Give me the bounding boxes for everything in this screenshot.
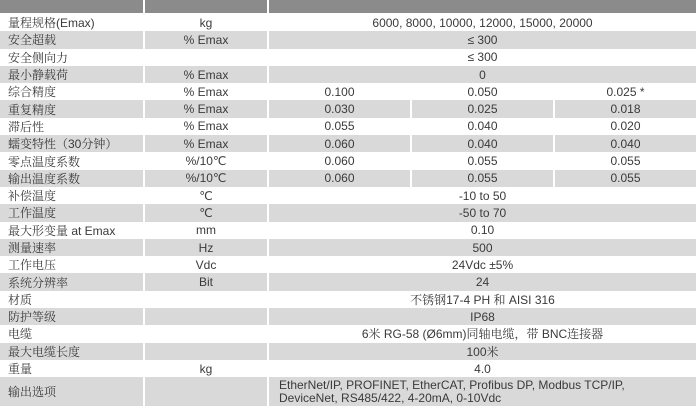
spec-value-cell: -10 to 50 bbox=[267, 187, 696, 204]
table-row bbox=[0, 135, 696, 152]
spec-label-cell: 系统分辨率 bbox=[0, 273, 143, 290]
spec-label-cell: 量程规格(Emax) bbox=[0, 14, 143, 31]
spec-value-cell: 0.055 bbox=[553, 152, 696, 169]
spec-label-cell: 综合精度 bbox=[0, 83, 143, 100]
spec-label-cell: 输出选项 bbox=[0, 377, 143, 406]
spec-unit-cell bbox=[143, 49, 267, 66]
table-row bbox=[0, 187, 696, 204]
spec-value-cell: 0.060 bbox=[267, 152, 410, 169]
table-body bbox=[0, 14, 696, 406]
spec-value-cell: 0.060 bbox=[267, 135, 410, 152]
table-row bbox=[0, 100, 696, 117]
spec-value-cell: ≤ 300 bbox=[267, 49, 696, 66]
table-row bbox=[0, 170, 696, 187]
spec-unit-cell: mm bbox=[143, 222, 267, 239]
spec-unit-cell bbox=[143, 377, 267, 406]
spec-value-cell: 0.040 bbox=[410, 135, 553, 152]
header-label-cell bbox=[0, 0, 143, 13]
header-unit-cell bbox=[143, 0, 267, 13]
spec-unit-cell: kg bbox=[143, 14, 267, 31]
spec-value-cell: 0.055 bbox=[410, 152, 553, 169]
spec-unit-cell: %/10℃ bbox=[143, 170, 267, 187]
spec-label-cell: 测量速率 bbox=[0, 239, 143, 256]
table-row bbox=[0, 31, 696, 48]
table-row bbox=[0, 66, 696, 83]
table-row bbox=[0, 291, 696, 308]
spec-value-cell: 500 bbox=[267, 239, 696, 256]
spec-value-cell: 不锈钢17-4 PH 和 AISI 316 bbox=[267, 291, 696, 308]
spec-value-cell: -50 to 70 bbox=[267, 204, 696, 221]
spec-label-cell: 安全超载 bbox=[0, 31, 143, 48]
spec-value-cell: 0.060 bbox=[267, 170, 410, 187]
spec-value-cell: 0.040 bbox=[410, 118, 553, 135]
spec-value-cell: 0.020 bbox=[553, 118, 696, 135]
spec-label-cell: 防护等级 bbox=[0, 308, 143, 325]
spec-label-cell: 重复精度 bbox=[0, 100, 143, 117]
spec-value-cell: 0.025 bbox=[410, 100, 553, 117]
header-values-cell bbox=[267, 0, 696, 13]
table-row bbox=[0, 325, 696, 342]
spec-label-cell: 最大形变量 at Emax bbox=[0, 222, 143, 239]
spec-label-cell: 最大电缆长度 bbox=[0, 343, 143, 360]
spec-unit-cell: % Emax bbox=[143, 118, 267, 135]
spec-unit-cell bbox=[143, 308, 267, 325]
spec-unit-cell: % Emax bbox=[143, 31, 267, 48]
spec-label-cell: 工作电压 bbox=[0, 256, 143, 273]
spec-value-cell: 0 bbox=[267, 66, 696, 83]
spec-value-cell: 0.100 bbox=[267, 83, 410, 100]
spec-unit-cell: % Emax bbox=[143, 100, 267, 117]
spec-unit-cell: % Emax bbox=[143, 83, 267, 100]
spec-label-cell: 蠕变特性（30分钟） bbox=[0, 135, 143, 152]
spec-unit-cell: % Emax bbox=[143, 66, 267, 83]
table-row bbox=[0, 360, 696, 377]
spec-unit-cell: ℃ bbox=[143, 204, 267, 221]
spec-value-cell: 0.018 bbox=[553, 100, 696, 117]
spec-label-cell: 电缆 bbox=[0, 325, 143, 342]
spec-unit-cell bbox=[143, 291, 267, 308]
spec-value-cell: IP68 bbox=[267, 308, 696, 325]
spec-value-cell: 24 bbox=[267, 273, 696, 290]
spec-unit-cell: Vdc bbox=[143, 256, 267, 273]
spec-value-cell: 0.050 bbox=[410, 83, 553, 100]
spec-unit-cell: ℃ bbox=[143, 187, 267, 204]
spec-unit-cell: Hz bbox=[143, 239, 267, 256]
spec-unit-cell: kg bbox=[143, 360, 267, 377]
spec-label-cell: 补偿温度 bbox=[0, 187, 143, 204]
spec-label-cell: 滞后性 bbox=[0, 118, 143, 135]
table-row bbox=[0, 343, 696, 360]
spec-value-cell: 100米 bbox=[267, 343, 696, 360]
spec-value-cell: 6000, 8000, 10000, 12000, 15000, 20000 bbox=[267, 14, 696, 31]
spec-label-cell: 输出温度系数 bbox=[0, 170, 143, 187]
spec-unit-cell bbox=[143, 343, 267, 360]
spec-value-cell: 0.10 bbox=[267, 222, 696, 239]
spec-label-cell: 零点温度系数 bbox=[0, 152, 143, 169]
spec-value-cell: 0.025 * bbox=[553, 83, 696, 100]
spec-label-cell: 最小静载荷 bbox=[0, 66, 143, 83]
table-row bbox=[0, 152, 696, 169]
spec-value-cell: 0.040 bbox=[553, 135, 696, 152]
spec-label-cell: 工作温度 bbox=[0, 204, 143, 221]
spec-value-line: EtherNet/IP, PROFINET, EtherCAT, Profibus DP, Modbus TCP/IP, bbox=[279, 377, 625, 392]
spec-value-cell: 0.055 bbox=[267, 118, 410, 135]
table-row bbox=[0, 49, 696, 66]
spec-unit-cell bbox=[143, 325, 267, 342]
spec-value-cell: 4.0 bbox=[267, 360, 696, 377]
spec-unit-cell: %/10℃ bbox=[143, 152, 267, 169]
spec-value-cell: 0.055 bbox=[410, 170, 553, 187]
table-row bbox=[0, 256, 696, 273]
spec-value-cell: 0.055 bbox=[553, 170, 696, 187]
spec-value-cell: 24Vdc ±5% bbox=[267, 256, 696, 273]
spec-value-cell: ≤ 300 bbox=[267, 31, 696, 48]
table-row bbox=[0, 273, 696, 290]
table-row bbox=[0, 204, 696, 221]
spec-unit-cell: Bit bbox=[143, 273, 267, 290]
table-header bbox=[0, 0, 696, 13]
spec-label-cell: 材质 bbox=[0, 291, 143, 308]
table-row bbox=[0, 118, 696, 135]
table-row bbox=[0, 239, 696, 256]
table-row bbox=[0, 222, 696, 239]
spec-value-cell: 0.030 bbox=[267, 100, 410, 117]
table-row bbox=[0, 377, 696, 406]
spec-unit-cell: % Emax bbox=[143, 135, 267, 152]
table-row bbox=[0, 83, 696, 100]
spec-value-line: DeviceNet, RS485/422, 4-20mA, 0-10Vdc bbox=[279, 390, 502, 405]
spec-label-cell: 重量 bbox=[0, 360, 143, 377]
table-row bbox=[0, 308, 696, 325]
spec-value-cell: 6米 RG-58 (Ø6mm)同轴电缆，带 BNC连接器 bbox=[267, 325, 696, 342]
spec-value-cell bbox=[267, 377, 696, 406]
spec-label-cell: 安全侧向力 bbox=[0, 49, 143, 66]
table-row bbox=[0, 14, 696, 31]
